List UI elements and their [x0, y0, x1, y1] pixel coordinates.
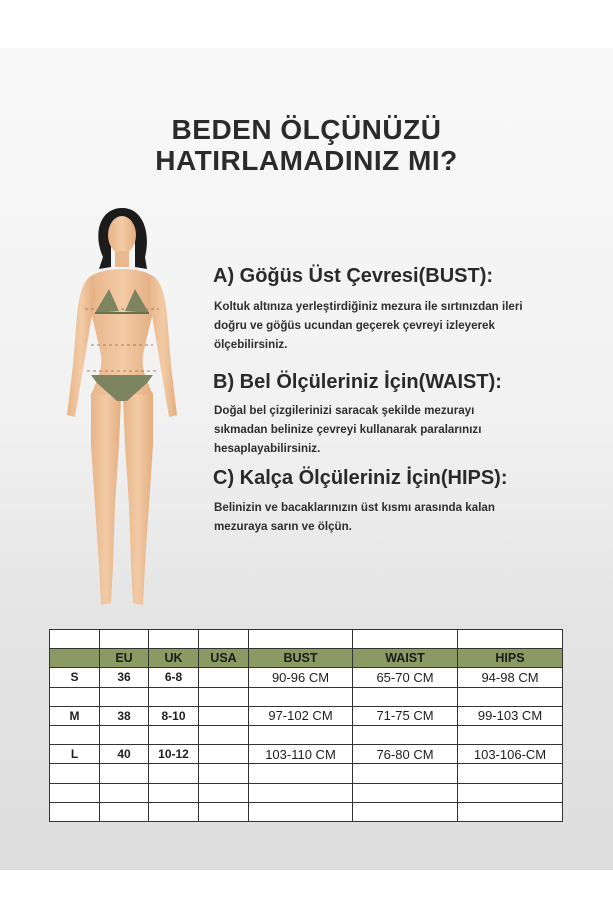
section-a-heading: A) Göğüs Üst Çevresi(BUST): — [213, 265, 494, 287]
left-leg-shape — [91, 393, 121, 605]
eu-cell: 36 — [100, 668, 149, 687]
size-cell: S — [50, 668, 100, 687]
table-row — [50, 668, 563, 687]
hips-cell: 94-98 CM — [458, 668, 563, 687]
page-title-line-2: HATIRLAMADINIZ MI? — [155, 145, 458, 176]
table-header-cell: HIPS — [458, 649, 563, 668]
size-cell: L — [50, 745, 100, 764]
waist-cell: 65-70 CM — [353, 668, 458, 687]
section-c-text — [214, 498, 584, 536]
section-b-line: sıkmadan belinize çevreyi kullanarak paralarınızı — [214, 423, 482, 436]
usa-cell — [199, 706, 249, 725]
hips-cell: 103-106-CM — [458, 745, 563, 764]
table-header-cell: BUST — [249, 649, 353, 668]
page-title-line-1: BEDEN ÖLÇÜNÜZÜ — [171, 114, 442, 145]
bust-cell: 103-110 CM — [249, 745, 353, 764]
table-header-cell: UK — [149, 649, 199, 668]
table-row — [50, 706, 563, 725]
head-shape — [108, 216, 136, 254]
section-b-line: Doğal bel çizgilerinizi saracak şekilde mezurayı — [214, 404, 475, 417]
bust-cell: 90-96 CM — [249, 668, 353, 687]
section-c-line: mezuraya sarın ve ölçün. — [214, 520, 352, 533]
eu-cell: 38 — [100, 706, 149, 725]
eu-cell: 40 — [100, 745, 149, 764]
section-a-text — [214, 297, 584, 354]
section-a-line: Koltuk altınıza yerleştirdiğiniz mezura ile sırtınızdan ileri — [214, 300, 523, 313]
section-b-text — [214, 401, 584, 458]
section-c-line: Belinizin ve bacaklarınızın üst kısmı arasında kalan — [214, 501, 495, 514]
table-header-cell: WAIST — [353, 649, 458, 668]
hips-cell: 99-103 CM — [458, 706, 563, 725]
size-cell: M — [50, 706, 100, 725]
section-c-heading: C) Kalça Ölçüleriniz İçin(HIPS): — [213, 467, 508, 489]
section-a-line: doğru ve göğüs ucundan geçerek çevreyi izleyerek — [214, 319, 495, 332]
table-row — [50, 745, 563, 764]
section-b-line: hesaplayabilirsiniz. — [214, 442, 321, 455]
table-header-cell — [50, 649, 100, 668]
usa-cell — [199, 745, 249, 764]
table-header-cell: EU — [100, 649, 149, 668]
left-arm-shape — [67, 275, 95, 417]
right-leg-shape — [123, 393, 153, 605]
uk-cell: 8-10 — [149, 706, 199, 725]
uk-cell: 10-12 — [149, 745, 199, 764]
body-measurement-figure — [55, 205, 195, 610]
waist-cell: 71-75 CM — [353, 706, 458, 725]
usa-cell — [199, 668, 249, 687]
table-header-cell: USA — [199, 649, 249, 668]
bust-cell: 97-102 CM — [249, 706, 353, 725]
right-arm-shape — [149, 275, 177, 417]
size-chart-table — [49, 629, 563, 822]
section-b-heading: B) Bel Ölçüleriniz İçin(WAIST): — [213, 371, 502, 393]
section-a-line: ölçebilirsiniz. — [214, 338, 288, 351]
uk-cell: 6-8 — [149, 668, 199, 687]
waist-cell: 76-80 CM — [353, 745, 458, 764]
table-header-row — [50, 649, 563, 668]
